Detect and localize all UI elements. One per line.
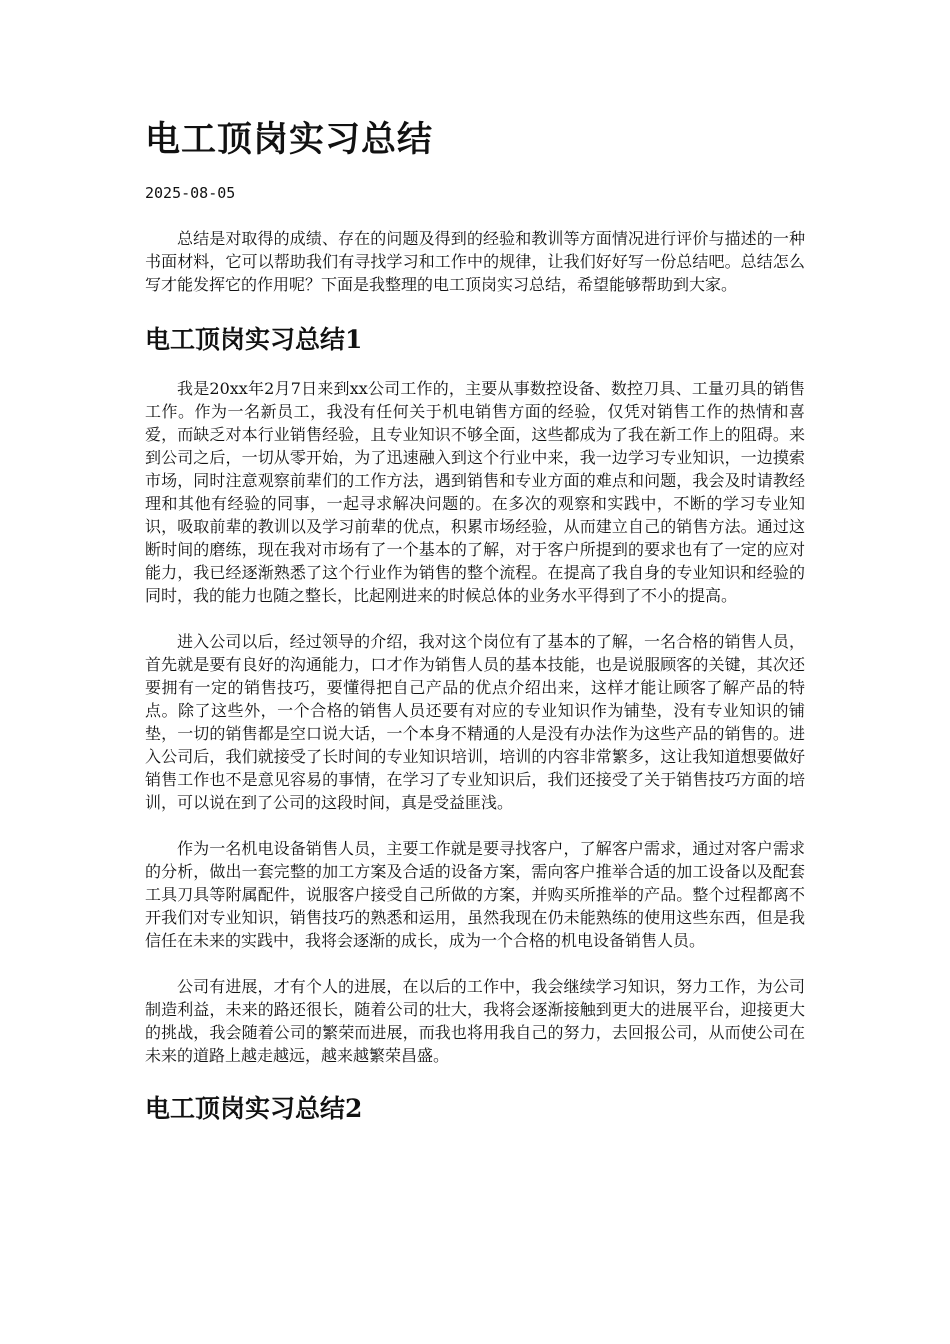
section-1-paragraph-4: 公司有进展，才有个人的进展，在以后的工作中，我会继续学习知识，努力工作，为公司制造利益，未来的路还很长，随着公司的壮大，我将会逐渐接触到更大的进展平台，迎接更大的挑战，我会随着公司的繁荣而进展，而我也将用我自己的努力，去回报公司，从而使公司在未来的道路上越走越远，越来越繁荣昌盛。 [145,977,805,1065]
document-page [145,112,805,1126]
intro-paragraph: 总结是对取得的成绩、存在的问题及得到的经验和教训等方面情况进行评价与描述的一种书面材料，它可以帮助我们有寻找学习和工作中的规律，让我们好好写一份总结吧。总结怎么写才能发挥它的作用呢？下面是我整理的电工顶岗实习总结，希望能够帮助到大家。 [145,229,805,294]
section-1-paragraph-2: 进入公司以后，经过领导的介绍，我对这个岗位有了基本的了解，一名合格的销售人员，首先就是要有良好的沟通能力，口才作为销售人员的基本技能，也是说服顾客的关键，其次还要拥有一定的销售技巧，要懂得把自己产品的优点介绍出来，这样才能让顾客了解产品的特点。除了这些外，一个合格的销售人员还要有对应的专业知识作为铺垫，没有专业知识的铺垫，一切的销售都是空口说大话，一个本身不精通的人是没有办法作为这些产品的销售的。进入公司后，我们就接受了长时间的专业知识培训，培训的内容非常繁多，这让我知道想要做好销售工作也不是意见容易的事情，在学习了专业知识后，我们还接受了关于销售技巧方面的培训，可以说在到了公司的这段时间，真是受益匪浅。 [145,632,805,812]
page-title: 电工顶岗实习总结 [145,119,434,160]
section-1-paragraph-1: 我是20xx年2月7日来到xx公司工作的，主要从事数控设备、数控刀具、工量刃具的销售工作。作为一名新员工，我没有任何关于机电销售方面的经验，仅凭对销售工作的热情和喜爱，而缺乏对本行业销售经验，且专业知识不够全面，这些都成为了我在新工作上的阻碍。来到公司之后，一切从零开始，为了迅速融入到这个行业中来，我一边学习专业知识，一边摸索市场，同时注意观察前辈们的工作方法，遇到销售和专业方面的难点和问题，我会及时请教经理和其他有经验的同事，一起寻求解决问题的。在多次的观察和实践中，不断的学习专业知识，吸取前辈的教训以及学习前辈的优点，积累市场经验，从而建立自己的销售方法。通过这断时间的磨练，现在我对市场有了一个基本的了解，对于客户所提到的要求也有了一定的应对能力，我已经逐渐熟悉了这个行业作为销售的整个流程。在提高了我自身的专业知识和经验的同时，我的能力也随之整长，比起刚进来的时候总体的业务水平得到了不小的提高。 [145,379,805,605]
section-heading-1: 电工顶岗实习总结1 [145,325,363,354]
publish-date: 2025-08-05 [145,184,236,202]
section-heading-2: 电工顶岗实习总结2 [145,1094,363,1123]
section-1-paragraph-3: 作为一名机电设备销售人员，主要工作就是要寻找客户，了解客户需求，通过对客户需求的分析，做出一套完整的加工方案及合适的设备方案，需向客户推举合适的加工设备以及配套工具刀具等附属配件，说服客户接受自己所做的方案，并购买所推举的产品。整个过程都离不开我们对专业知识，销售技巧的熟悉和运用，虽然我现在仍未能熟练的使用这些东西，但是我信任在未来的实践中，我将会逐渐的成长，成为一个合格的机电设备销售人员。 [145,839,805,950]
